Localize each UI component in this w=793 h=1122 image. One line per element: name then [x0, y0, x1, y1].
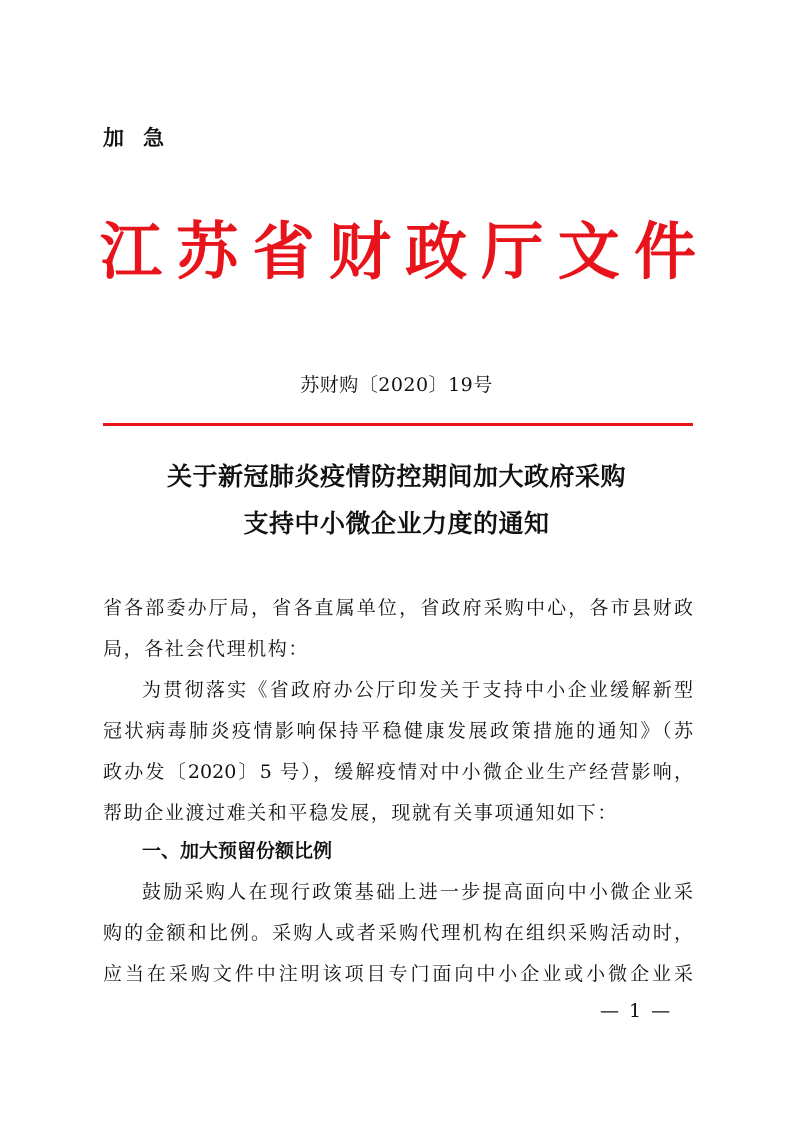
masthead-char: 厅 — [481, 215, 544, 288]
paragraph-line: 冠状病毒肺炎疫情影响保持平稳健康发展政策措施的通知》（苏 — [103, 720, 693, 742]
masthead-char: 文 — [557, 215, 620, 288]
document-title-line-2: 支持中小微企业力度的通知 — [243, 509, 550, 538]
paragraph-line: 为贯彻落实《省政府办公厅印发关于支持中小企业缓解新型 — [142, 679, 693, 701]
paragraph-line: 鼓励采购人在现行政策基础上进一步提高面向中小微企业采 — [142, 881, 693, 903]
document-title-line-1: 关于新冠肺炎疫情防控期间加大政府采购 — [166, 462, 626, 491]
paragraph-line: 购的金额和比例。采购人或者采购代理机构在组织采购活动时， — [103, 922, 693, 944]
masthead-char: 财 — [328, 215, 391, 288]
masthead-char: 江 — [100, 215, 163, 288]
red-divider-line — [103, 423, 693, 426]
paragraph-line: 应当在采购文件中注明该项目专门面向中小企业或小微企业采 — [103, 963, 693, 985]
masthead-char: 苏 — [176, 215, 239, 288]
document-number: 苏财购〔2020〕19号 — [300, 374, 493, 396]
paragraph-line: 帮助企业渡过难关和平稳发展，现就有关事项通知如下： — [103, 802, 619, 824]
addressee-line: 省各部委办厅局，省各直属单位，省政府采购中心，各市县财政 — [103, 597, 693, 619]
masthead-char: 省 — [252, 215, 315, 288]
masthead-char: 件 — [633, 215, 696, 288]
paragraph-line: 政办发〔2020〕5 号），缓解疫情对中小微企业生产经营影响， — [103, 761, 693, 783]
addressee-line: 局，各社会代理机构： — [103, 638, 310, 660]
section-heading: 一、加大预留份额比例 — [142, 840, 333, 862]
document-masthead — [100, 210, 696, 294]
masthead-char: 政 — [405, 215, 468, 288]
urgency-label: 加急 — [103, 126, 183, 150]
page-number: — 1 — — [600, 1000, 673, 1022]
